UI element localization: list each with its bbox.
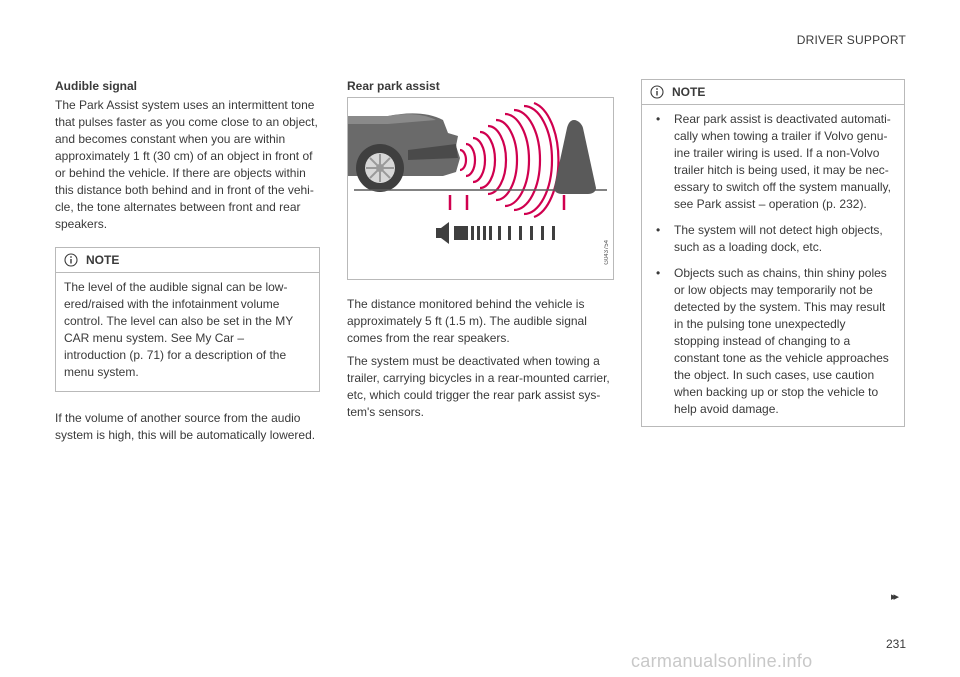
list-item [652, 265, 894, 418]
note-title: NOTE [86, 253, 120, 267]
info-circle-icon [650, 85, 664, 99]
note-header [642, 80, 904, 105]
note-text: The level of the audible signal can be low-ered/raised with the infotainment volume control. The level can also be set in the MY CAR menu system. See My Car – introduction (p. 71) for a description of the menu system. [64, 280, 294, 379]
sensor-signal-waves [460, 103, 558, 217]
heading-rear-park-assist: Rear park assist [347, 79, 440, 93]
section-header: DRIVER SUPPORT [796, 33, 906, 47]
bullet-marker: • [656, 266, 661, 280]
watermark: carmanualsonline.info [631, 651, 813, 671]
speaker-icon [436, 222, 449, 244]
info-circle-icon [64, 253, 78, 267]
bullet-marker: • [656, 112, 661, 126]
paragraph-volume-lowered: If the volume of another source from the audio system is high, this will be automatically lowered. [55, 411, 316, 442]
list-item [652, 222, 894, 256]
note-box-volume [55, 247, 320, 392]
column-middle [347, 79, 614, 421]
heading-audible-signal: Audible signal [55, 79, 138, 93]
paragraph-distance-monitored: The distance monitored behind the vehicle is approximately 5 ft (1.5 m). The audible signal comes from the rear speakers. [347, 297, 587, 345]
rear-park-assist-diagram [348, 98, 613, 279]
note-bullet-list [652, 111, 894, 418]
list-item-text: Rear park assist is deactivated automati-cally when towing a trailer if Volvo genu-ine trailer wiring is used. If a non-Volvo trailer hitch is being used, it may be nec-essary to switch off the system manually, see Park assist – operation (p. 232). [674, 112, 891, 211]
figure-code: G043754 [604, 240, 610, 265]
paragraph-deactivate-towing: The system must be deactivated when towing a trailer, carrying bicycles in a rear-mounted carrier, etc, which could trigger the rear park assist sys-tem's sensors. [347, 354, 610, 419]
double-chevron-right-icon[interactable]: ▸▸ [891, 591, 897, 603]
paragraph-audible-signal: The Park Assist system uses an intermittent tone that pulses faster as you come close to an object, and becomes constant when you are within approximately 1 ft (30 cm) of an object in front of or behind the vehicle. If there are objects within this distance both behind and in front of the vehi-cle, the tone alternates between front and rear speakers. [55, 98, 318, 231]
obstacle-cone [554, 120, 596, 194]
bullet-marker: • [656, 223, 661, 237]
column-left [55, 79, 320, 444]
list-item [652, 111, 894, 213]
list-item-text: The system will not detect high objects, such as a loading dock, etc. [674, 223, 883, 254]
rear-park-assist-illustration [347, 97, 614, 280]
column-right [641, 79, 905, 427]
signal-bars [454, 226, 555, 240]
note-box-limitations [641, 79, 905, 427]
page-number: 231 [886, 637, 907, 651]
note-header [56, 248, 319, 273]
list-item-text: Objects such as chains, thin shiny poles or low objects may temporarily not be detected by the system. This may result in the pulsing tone unexpectedly stopping instead of changing to a constant tone as the vehicle approaches the object. In such cases, use caution when backing up or stop the vehicle to help avoid damage. [674, 266, 889, 416]
note-title: NOTE [672, 85, 706, 99]
